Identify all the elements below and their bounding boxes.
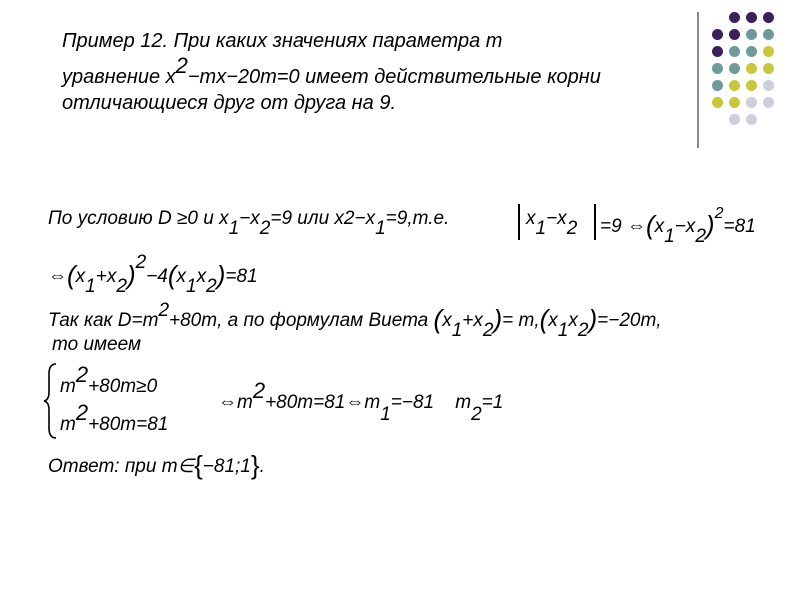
system-line-1 (60, 362, 158, 398)
s3-h: = m, (502, 310, 540, 331)
decorative-dot (729, 46, 740, 57)
s1-g: =9,т.е. (385, 208, 450, 229)
decorative-dot (746, 12, 757, 23)
sysm-c: +80m=81⇔m (265, 392, 381, 413)
s1-m: x (654, 216, 665, 237)
decorative-dot (763, 63, 774, 74)
sysm-a: ⇔m (218, 392, 253, 413)
solution-line-4: то имеем (52, 334, 141, 355)
decorative-dot (729, 97, 740, 108)
decorative-dot (746, 80, 757, 91)
decorative-dot (729, 12, 740, 23)
s3-d: x (442, 310, 452, 331)
answer-set: −81;1 (202, 456, 251, 477)
solution-line-2 (48, 252, 258, 297)
s1-sub-4: 1 (535, 218, 547, 239)
sys1-a: m (60, 376, 76, 397)
sys2-sup: 2 (75, 400, 89, 425)
decorative-dot (712, 46, 723, 57)
sysm-f: m (455, 392, 472, 413)
s3-sub-3: 1 (557, 320, 569, 341)
s2-l: =81 (225, 266, 258, 287)
s1-h: x (526, 208, 536, 229)
s2-paren-close-2: ) (216, 260, 226, 290)
answer-brace-open: { (194, 450, 203, 480)
title-line-1: Пример 12. При каких значениях параметра m (62, 30, 503, 52)
answer-b: : при m∈ (114, 456, 195, 477)
sys1-c: +80m≥0 (88, 376, 158, 397)
decorative-dot (763, 97, 774, 108)
decorative-dot (712, 63, 723, 74)
decorative-dot (763, 46, 774, 57)
s1-l: =9 ⇔ (600, 216, 646, 237)
sys1-sup: 2 (75, 362, 89, 387)
s1-sub-1: 1 (228, 218, 240, 239)
s2-sub-3: 1 (186, 276, 197, 297)
decorative-dot (712, 97, 723, 108)
answer-brace-close: } (250, 450, 260, 480)
s2-sup: 2 (135, 252, 147, 273)
decorative-dot (746, 114, 757, 125)
s3-paren-open-2: ( (539, 304, 549, 334)
s3-paren-close-1: ) (493, 304, 503, 334)
s1-q: =81 (723, 216, 756, 237)
answer-end: . (259, 456, 265, 477)
s2-sub-4: 2 (206, 276, 217, 297)
s3-paren-close-2: ) (588, 304, 598, 334)
s3-a: Так как D=m (48, 310, 159, 331)
decorative-dot (763, 12, 774, 23)
title-line-2-pre: уравнение x (62, 66, 176, 88)
system-result (218, 378, 504, 425)
s2-g: −4 (146, 266, 168, 287)
sysm-sup: 2 (252, 378, 266, 403)
s3-i: x (548, 310, 558, 331)
s2-sub-2: 2 (116, 276, 127, 297)
solution-line-3 (48, 300, 662, 341)
decorative-dot (729, 80, 740, 91)
s1-paren-open: ( (645, 210, 655, 240)
s1-j: −x (546, 208, 567, 229)
s2-paren-open-1: ( (67, 260, 76, 290)
s1-sub-3: 1 (375, 218, 386, 239)
decorative-dot (712, 29, 723, 40)
s3-sub-4: 2 (577, 320, 589, 341)
s1-sup-2: 2 (714, 205, 724, 222)
decorative-dot (746, 46, 757, 57)
solution-line-1-end (600, 205, 756, 247)
s3-paren-open-1: ( (433, 304, 443, 334)
decorative-dot (763, 80, 774, 91)
s1-o: −x (674, 216, 696, 237)
s3-k: x (568, 310, 578, 331)
system-line-2 (60, 400, 169, 436)
answer-line (48, 448, 265, 479)
decorative-dot (729, 63, 740, 74)
title-line-2-post: −mx−20m=0 имеет действительные корни (187, 66, 601, 88)
s2-a: ⇔ (48, 266, 67, 287)
s2-j: x (196, 266, 207, 287)
title-line-2 (62, 53, 601, 90)
title-line-3: отличающиеся друг от друга на 9. (62, 92, 397, 114)
s1-e: =9 или x2−x (270, 208, 376, 229)
decorative-dot (712, 80, 723, 91)
s1-c: −x (239, 208, 260, 229)
s2-sub-1: 1 (85, 276, 96, 297)
s2-paren-close-1: ) (126, 260, 136, 290)
s3-c: +80m, а по формулам Виета (169, 310, 429, 331)
answer-label: Ответ (48, 456, 115, 477)
sysm-h: =1 (481, 392, 504, 413)
decorative-dot (729, 114, 740, 125)
s1-sub-2: 2 (259, 218, 271, 239)
decorative-dot (746, 97, 757, 108)
solution-line-1 (48, 208, 450, 239)
s2-b: x (75, 266, 86, 287)
s3-f: +x (462, 310, 483, 331)
s1-a: По условию D ≥0 и x (48, 208, 229, 229)
s2-h: x (176, 266, 187, 287)
decorative-dot (729, 29, 740, 40)
s1-sub-6: 1 (664, 226, 675, 247)
abs-bar-left (518, 204, 520, 240)
system-brace-icon (42, 362, 58, 440)
s2-paren-open-2: ( (167, 260, 177, 290)
s2-d: +x (95, 266, 117, 287)
s1-sub-7: 2 (695, 226, 706, 247)
s3-m: =−20m, (597, 310, 662, 331)
sysm-sub-2: 2 (471, 404, 482, 425)
s1-paren-close: ) (705, 210, 715, 240)
s3-sub-1: 1 (451, 320, 463, 341)
s1-sub-5: 2 (566, 218, 578, 239)
s3-sub-2: 2 (482, 320, 494, 341)
sysm-sub-1: 1 (380, 404, 391, 425)
divider-line (697, 12, 699, 148)
sys2-a: m (60, 414, 76, 435)
decorative-dot (746, 63, 757, 74)
sysm-e: =−81 (390, 392, 435, 413)
decorative-dot (763, 29, 774, 40)
sys2-c: +80m=81 (88, 414, 169, 435)
s3-sup: 2 (158, 300, 170, 321)
title-line-2-sup: 2 (175, 53, 188, 78)
abs-bar-right (594, 204, 596, 240)
solution-line-1-abs (526, 208, 578, 239)
decorative-dot (746, 29, 757, 40)
